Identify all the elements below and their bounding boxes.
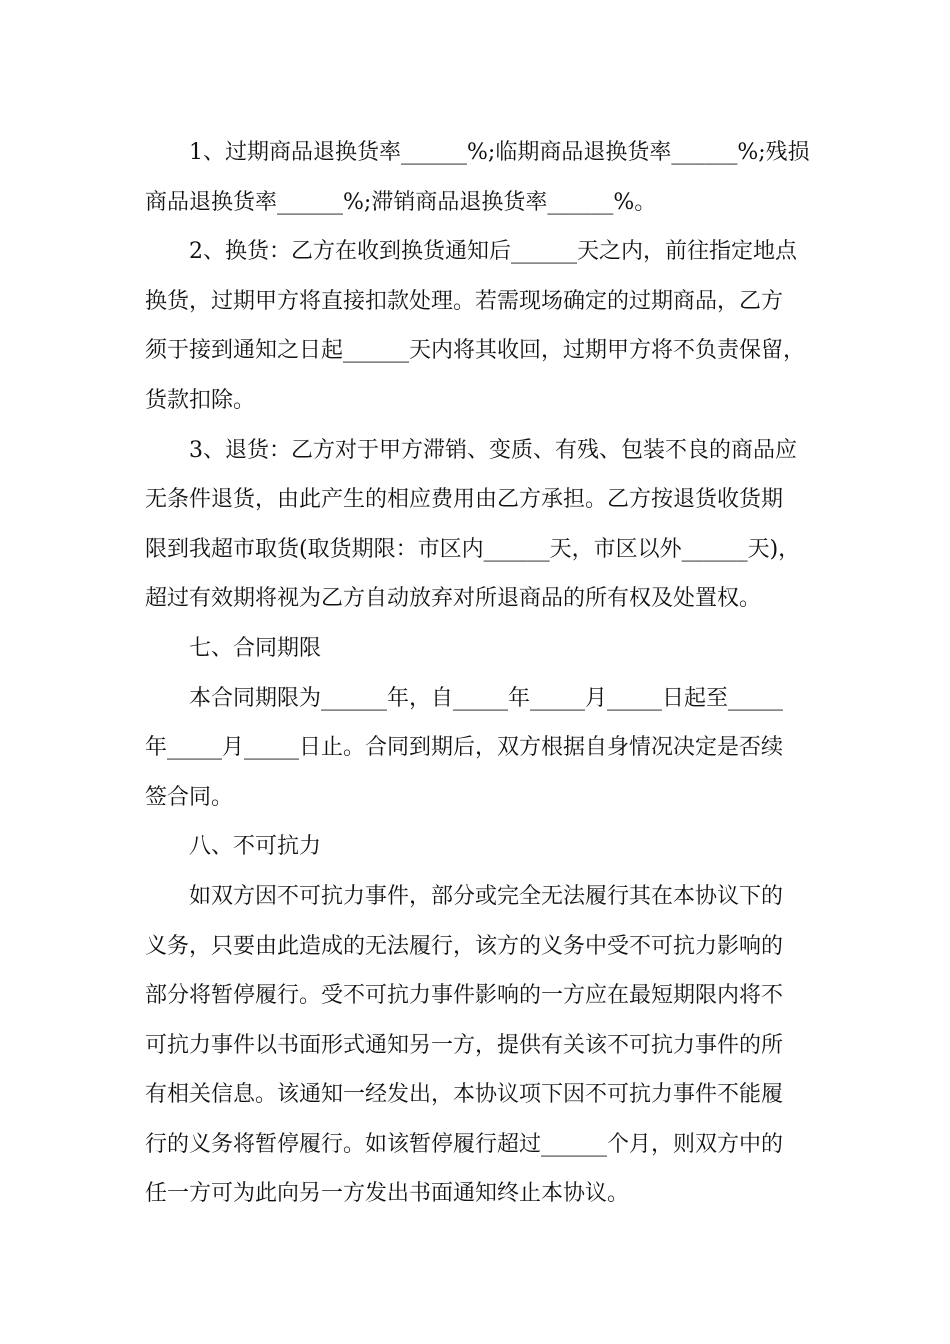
text-line: 1、过期商品退换货率______%;临期商品退换货率______%;残损 [189, 140, 810, 165]
text-line: 超过有效期将视为乙方自动放弃对所退商品的所有权及处置权。 [145, 586, 762, 612]
text-line: 换货，过期甲方将直接扣款处理。若需现场确定的过期商品，乙方 [145, 288, 784, 314]
text-line: 货款扣除。 [145, 387, 256, 413]
heading-text: 七、合同期限 [189, 635, 322, 661]
text-line: 有相关信息。该通知一经发出，本协议项下因不可抗力事件不能履 [145, 1082, 784, 1108]
section-heading-force-majeure [145, 822, 815, 872]
text-line: 部分将暂停履行。受不可抗力事件影响的一方应在最短期限内将不 [145, 983, 784, 1009]
paragraph-contract-term [145, 674, 815, 823]
document-body [145, 128, 815, 1219]
paragraph-force-majeure [145, 872, 815, 1219]
text-line: 任一方可为此向另一方发出书面通知终止本协议。 [145, 1181, 630, 1207]
text-line: 商品退换货率______%;滞销商品退换货率______%。 [145, 189, 657, 215]
paragraph-return-rates [145, 128, 815, 227]
text-line: 如双方因不可抗力事件，部分或完全无法履行其在本协议下的 [189, 883, 784, 909]
paragraph-returns [145, 426, 815, 624]
heading-text: 八、不可抗力 [189, 834, 322, 860]
text-line: 义务，只要由此造成的无法履行，该方的义务中受不可抗力影响的 [145, 933, 784, 959]
paragraph-exchange [145, 227, 815, 425]
text-line: 3、退货：乙方对于甲方滞销、变质、有残、包装不良的商品应 [189, 437, 797, 463]
text-line: 无条件退货，由此产生的相应费用由乙方承担。乙方按退货收货期 [145, 487, 784, 513]
text-line: 行的义务将暂停履行。如该暂停履行超过______个月，则双方中的 [145, 1131, 784, 1157]
text-line: 限到我超市取货(取货期限：市区内______天，市区以外______天)， [145, 536, 801, 562]
text-line: 签合同。 [145, 784, 234, 810]
text-line: 年_____月_____日止。合同到期后，双方根据自身情况决定是否续 [145, 735, 784, 761]
section-heading-contract-term [145, 624, 815, 674]
text-line: 本合同期限为______年，自_____年_____月_____日起至_____ [189, 685, 784, 711]
text-line: 2、换货：乙方在收到换货通知后______天之内，前往指定地点 [189, 239, 797, 265]
text-line: 可抗力事件以书面形式通知另一方，提供有关该不可抗力事件的所 [145, 1032, 784, 1058]
text-line: 须于接到通知之日起______天内将其收回，过期甲方将不负责保留， [145, 338, 806, 364]
